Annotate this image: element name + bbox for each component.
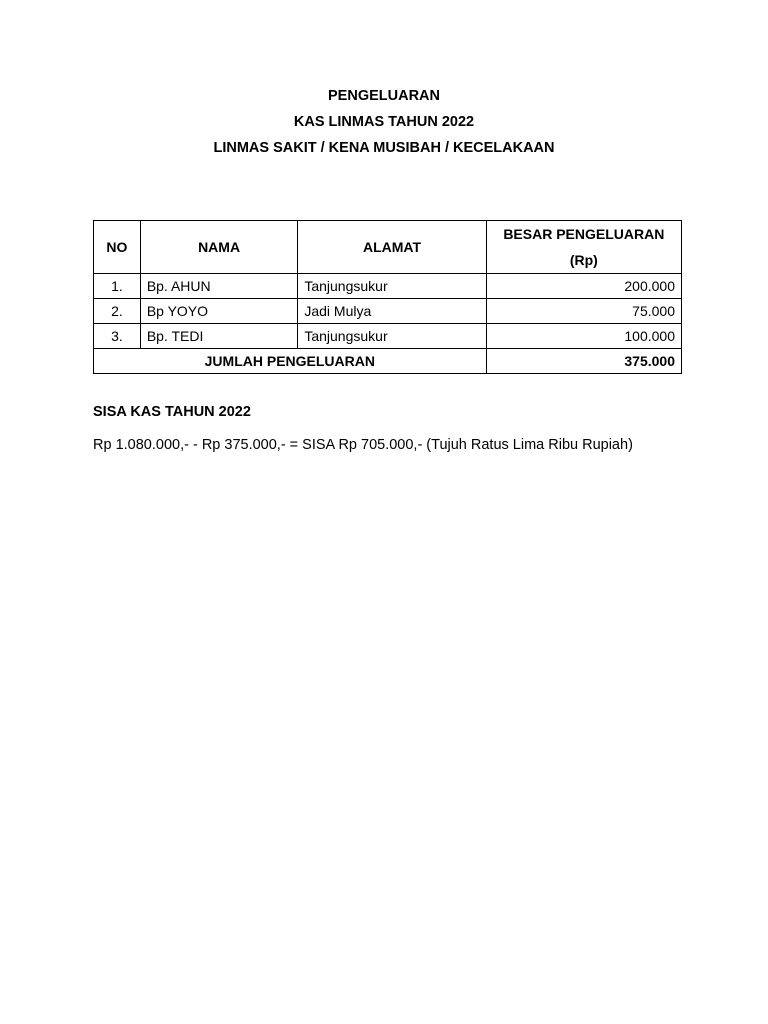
row-no: 2. bbox=[94, 299, 141, 324]
header-besar-line-2: (Rp) bbox=[569, 252, 598, 268]
total-amount: 375.000 bbox=[486, 349, 681, 374]
table-row bbox=[94, 324, 682, 349]
row-no: 1. bbox=[94, 274, 141, 299]
row-amount: 75.000 bbox=[486, 299, 681, 324]
header-besar-pengeluaran bbox=[486, 221, 681, 274]
header-nama: NAMA bbox=[140, 221, 298, 274]
row-alamat: Tanjungsukur bbox=[298, 324, 486, 349]
table-header-row bbox=[94, 221, 682, 274]
row-alamat: Jadi Mulya bbox=[298, 299, 486, 324]
row-no: 3. bbox=[94, 324, 141, 349]
expense-table bbox=[93, 220, 682, 374]
row-alamat: Tanjungsukur bbox=[298, 274, 486, 299]
row-nama: Bp. TEDI bbox=[140, 324, 298, 349]
table-row bbox=[94, 274, 682, 299]
total-row bbox=[94, 349, 682, 374]
header-alamat: ALAMAT bbox=[298, 221, 486, 274]
document-title bbox=[0, 86, 768, 164]
row-amount: 200.000 bbox=[486, 274, 681, 299]
row-amount: 100.000 bbox=[486, 324, 681, 349]
header-no: NO bbox=[94, 221, 141, 274]
summary-heading: SISA KAS TAHUN 2022 bbox=[93, 404, 251, 420]
title-line-2: KAS LINMAS TAHUN 2022 bbox=[293, 114, 475, 130]
title-line-3: LINMAS SAKIT / KENA MUSIBAH / KECELAKAAN bbox=[213, 140, 555, 156]
header-besar-line-1: BESAR PENGELUARAN bbox=[503, 226, 665, 242]
row-nama: Bp. AHUN bbox=[140, 274, 298, 299]
total-label: JUMLAH PENGELUARAN bbox=[94, 349, 487, 374]
summary-text: Rp 1.080.000,- - Rp 375.000,- = SISA Rp 705.000,- (Tujuh Ratus Lima Ribu Rupiah) bbox=[93, 437, 633, 453]
table-row bbox=[94, 299, 682, 324]
title-line-1: PENGELUARAN bbox=[328, 88, 440, 104]
row-nama: Bp YOYO bbox=[140, 299, 298, 324]
